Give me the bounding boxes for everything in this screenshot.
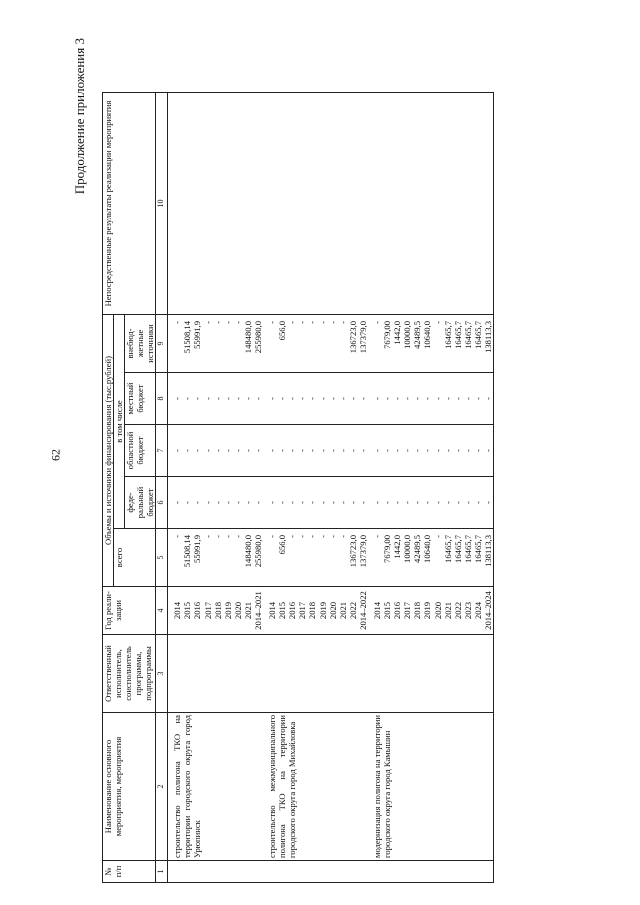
measure-name-cell <box>368 713 494 861</box>
year-value: 2014 <box>172 601 183 620</box>
local-value: - <box>277 397 288 400</box>
local-value: - <box>172 397 183 400</box>
column-number: 2 <box>156 713 168 861</box>
total-value: 656,0 <box>277 535 288 555</box>
year-value: 2018 <box>307 601 318 620</box>
local-value: - <box>412 397 423 400</box>
regional-value: - <box>372 449 383 452</box>
extrabudget-value: - <box>337 320 348 324</box>
year-value: 2019 <box>317 601 328 620</box>
federal-value: - <box>222 501 233 504</box>
extrabudget-value: - <box>317 320 328 324</box>
local-value: - <box>422 397 433 400</box>
row-number-cell <box>168 861 263 883</box>
total-cell <box>368 529 494 587</box>
local-value: - <box>222 397 233 400</box>
table-row <box>168 92 263 882</box>
federal-value: - <box>307 501 318 504</box>
measure-name: строительство межмуниципального полигона ТКО на территории городского округа город Михайловка <box>267 715 298 858</box>
header-extrabudget: внебюд-жетные источники <box>125 314 156 372</box>
local-value: - <box>182 397 193 400</box>
federal-value: - <box>192 501 203 504</box>
extrabudget-value: 16465,7 <box>462 320 473 349</box>
regional-value: - <box>182 449 193 452</box>
regional-value: - <box>232 449 243 452</box>
federal-cell <box>368 477 494 529</box>
total-value: 136723,0 <box>347 535 358 568</box>
federal-cell <box>263 477 368 529</box>
local-value: - <box>317 397 328 400</box>
local-value: - <box>357 397 368 400</box>
regional-value: - <box>347 449 358 452</box>
year-value: 2018 <box>212 601 223 620</box>
total-value: - <box>232 535 243 538</box>
federal-value: - <box>267 501 278 504</box>
year-value: 2015 <box>382 601 393 620</box>
year-value: 2019 <box>222 601 233 620</box>
year-value: 2015 <box>277 601 288 620</box>
total-value: 148480,0 <box>242 535 253 568</box>
regional-value: - <box>442 449 453 452</box>
rotated-page <box>50 38 610 883</box>
federal-value: - <box>452 501 463 504</box>
regional-value: - <box>412 449 423 452</box>
extrabudget-value: 42489,5 <box>412 320 423 349</box>
regional-value: - <box>472 449 483 452</box>
regional-value: - <box>402 449 413 452</box>
regional-value: - <box>192 449 203 452</box>
extrabudget-value: 656,0 <box>277 320 288 341</box>
total-value: - <box>287 535 298 538</box>
header-year: Год реали-зации <box>103 587 156 635</box>
year-value: 2015 <box>182 601 193 620</box>
header-num: № п/п <box>103 861 156 883</box>
federal-value: - <box>327 501 338 504</box>
year-value: 2022 <box>347 601 358 620</box>
extrabudget-value: 138113,3 <box>483 320 494 353</box>
regional-value: - <box>202 449 213 452</box>
extrabudget-value: 148480,0 <box>242 320 253 354</box>
column-number: 10 <box>156 92 168 314</box>
regional-value: - <box>307 449 318 452</box>
total-value: 16465,7 <box>452 535 463 563</box>
federal-value: - <box>182 501 193 504</box>
federal-value: - <box>357 501 368 504</box>
year-value: 2018 <box>412 601 423 620</box>
total-value: - <box>372 535 383 538</box>
federal-value: - <box>232 501 243 504</box>
local-value: - <box>267 397 278 400</box>
results-cell <box>368 92 494 314</box>
year-value: 2014 <box>372 601 383 620</box>
federal-value: - <box>402 501 413 504</box>
header-regional: областной бюджет <box>125 425 156 477</box>
column-number: 9 <box>156 314 168 372</box>
local-value: - <box>382 397 393 400</box>
local-value: - <box>472 397 483 400</box>
year-value: 2014–2021 <box>252 591 263 630</box>
federal-value: - <box>472 501 483 504</box>
regional-value: - <box>252 449 263 452</box>
local-value: - <box>232 397 243 400</box>
row-number-cell <box>368 861 494 883</box>
local-value: - <box>337 397 348 400</box>
regional-value: - <box>287 449 298 452</box>
local-value: - <box>252 397 263 400</box>
extrabudget-value: 137379,0 <box>357 320 368 354</box>
column-number: 1 <box>156 861 168 883</box>
local-value: - <box>192 397 203 400</box>
regional-value: - <box>277 449 288 452</box>
total-value: 10640,0 <box>422 535 433 563</box>
federal-value: - <box>422 501 433 504</box>
federal-value: - <box>432 501 443 504</box>
year-value: 2016 <box>392 601 403 620</box>
year-value: 2014 <box>267 601 278 620</box>
year-value: 2017 <box>402 601 413 620</box>
total-cell <box>168 529 263 587</box>
extrabudget-value: 16465,7 <box>472 320 483 349</box>
local-value: - <box>392 397 403 400</box>
federal-value: - <box>483 501 494 504</box>
local-value: - <box>452 397 463 400</box>
column-number: 5 <box>156 529 168 587</box>
total-value: 16465,7 <box>472 535 483 563</box>
table-row <box>368 92 494 882</box>
total-value: 16465,7 <box>442 535 453 563</box>
federal-value: - <box>337 501 348 504</box>
column-number: 3 <box>156 635 168 713</box>
federal-value: - <box>442 501 453 504</box>
local-value: - <box>307 397 318 400</box>
total-value: - <box>267 535 278 538</box>
regional-value: - <box>172 449 183 452</box>
federal-value: - <box>172 501 183 504</box>
local-value: - <box>442 397 453 400</box>
table-row <box>263 92 368 882</box>
federal-value: - <box>462 501 473 504</box>
year-value: 2022 <box>452 601 463 620</box>
funding-table <box>102 92 494 883</box>
local-value: - <box>483 397 494 400</box>
extrabudget-value: 255980,0 <box>252 320 263 354</box>
total-value: 255980,0 <box>252 535 263 568</box>
regional-value: - <box>267 449 278 452</box>
column-number: 8 <box>156 373 168 425</box>
extrabudget-value: - <box>327 320 338 324</box>
regional-value: - <box>452 449 463 452</box>
regional-value: - <box>222 449 233 452</box>
year-value: 2014–2022 <box>357 591 368 630</box>
year-value: 2023 <box>462 601 473 620</box>
federal-value: - <box>392 501 403 504</box>
extrabudget-value: 16465,7 <box>442 320 453 349</box>
extrabudget-cell <box>263 314 368 372</box>
year-value: 2016 <box>192 601 203 620</box>
regional-value: - <box>212 449 223 452</box>
header-funding-group: Объемы и источники финансирования (тыс.рублей) <box>103 314 114 586</box>
total-value: 16465,7 <box>462 535 473 563</box>
federal-value: - <box>277 501 288 504</box>
measure-name-cell <box>263 713 368 861</box>
extrabudget-value: 55991,9 <box>192 320 203 349</box>
header-local: местный бюджет <box>125 373 156 425</box>
federal-value: - <box>202 501 213 504</box>
year-cell <box>263 587 368 635</box>
total-value: - <box>432 535 443 538</box>
local-value: - <box>327 397 338 400</box>
measure-name: модернизация полигона на территории городского округа город Камышин <box>372 715 393 858</box>
year-value: 2017 <box>297 601 308 620</box>
regional-cell <box>368 425 494 477</box>
local-value: - <box>347 397 358 400</box>
extrabudget-value: - <box>287 320 298 324</box>
local-value: - <box>242 397 253 400</box>
year-value: 2020 <box>432 601 443 620</box>
extrabudget-value: - <box>222 320 233 324</box>
regional-value: - <box>432 449 443 452</box>
year-value: 2016 <box>287 601 298 620</box>
regional-value: - <box>483 449 494 452</box>
total-value: 55991,9 <box>192 535 203 563</box>
federal-value: - <box>287 501 298 504</box>
extrabudget-value: - <box>172 320 183 324</box>
regional-value: - <box>297 449 308 452</box>
extrabudget-value: 1442,0 <box>392 320 403 345</box>
extrabudget-value: 16465,7 <box>452 320 463 349</box>
results-cell <box>263 92 368 314</box>
extrabudget-value: 51508,14 <box>182 320 193 354</box>
local-cell <box>368 373 494 425</box>
federal-value: - <box>382 501 393 504</box>
year-value: 2017 <box>202 601 213 620</box>
extrabudget-value: - <box>212 320 223 324</box>
column-number: 6 <box>156 477 168 529</box>
extrabudget-value: - <box>432 320 443 324</box>
total-value: 137379,0 <box>357 535 368 568</box>
regional-value: - <box>337 449 348 452</box>
total-value: - <box>317 535 328 538</box>
responsible-cell <box>368 635 494 713</box>
federal-value: - <box>412 501 423 504</box>
extrabudget-value: 10640,0 <box>422 320 433 349</box>
year-value: 2020 <box>327 601 338 620</box>
local-cell <box>168 373 263 425</box>
regional-cell <box>168 425 263 477</box>
regional-value: - <box>327 449 338 452</box>
year-value: 2019 <box>422 601 433 620</box>
year-cell <box>168 587 263 635</box>
total-value: - <box>172 535 183 538</box>
local-value: - <box>297 397 308 400</box>
extrabudget-cell <box>168 314 263 372</box>
federal-value: - <box>317 501 328 504</box>
total-value: 51508,14 <box>182 535 193 568</box>
header-total: всего <box>114 529 156 587</box>
total-value: - <box>202 535 213 538</box>
extrabudget-cell <box>368 314 494 372</box>
extrabudget-value: - <box>372 320 383 324</box>
federal-value: - <box>212 501 223 504</box>
local-value: - <box>287 397 298 400</box>
regional-value: - <box>382 449 393 452</box>
regional-cell <box>263 425 368 477</box>
extrabudget-value: - <box>232 320 243 324</box>
year-value: 2024 <box>472 601 483 620</box>
results-cell <box>168 92 263 314</box>
extrabudget-value: - <box>297 320 308 324</box>
extrabudget-value: - <box>307 320 318 324</box>
year-value: 2021 <box>337 601 348 620</box>
year-value: 2021 <box>442 601 453 620</box>
local-value: - <box>462 397 473 400</box>
local-value: - <box>432 397 443 400</box>
federal-value: - <box>347 501 358 504</box>
row-number-cell <box>263 861 368 883</box>
header-name: Наименование основного мероприятия, мероприятия <box>103 713 156 861</box>
regional-value: - <box>242 449 253 452</box>
local-value: - <box>372 397 383 400</box>
federal-cell <box>168 477 263 529</box>
header-federal: феде-ральный бюджет <box>125 477 156 529</box>
total-value: - <box>222 535 233 538</box>
total-value: - <box>327 535 338 538</box>
responsible-cell <box>263 635 368 713</box>
total-value: - <box>212 535 223 538</box>
year-value: 2014–2024 <box>483 591 494 630</box>
extrabudget-value: - <box>267 320 278 324</box>
federal-value: - <box>242 501 253 504</box>
total-value: - <box>297 535 308 538</box>
page-number: 62 <box>48 449 63 461</box>
total-value: 10000,0 <box>402 535 413 563</box>
local-value: - <box>402 397 413 400</box>
header-results: Непосредственные результаты реализации мероприятия <box>103 92 156 314</box>
total-cell <box>263 529 368 587</box>
regional-value: - <box>357 449 368 452</box>
extrabudget-value: 136723,0 <box>347 320 358 354</box>
measure-name-cell <box>168 713 263 861</box>
local-value: - <box>212 397 223 400</box>
header-including: в том числе <box>114 314 125 528</box>
measure-name: строительство полигона ТКО на территории городского округа город Урюпинск <box>172 715 203 858</box>
extrabudget-value: - <box>202 320 213 324</box>
total-value: 7679,00 <box>382 535 393 563</box>
year-value: 2021 <box>242 601 253 620</box>
total-value: 138113,3 <box>483 535 494 567</box>
federal-value: - <box>252 501 263 504</box>
regional-value: - <box>392 449 403 452</box>
column-number: 7 <box>156 425 168 477</box>
total-value: - <box>337 535 348 538</box>
column-numbers-row <box>156 92 168 882</box>
extrabudget-value: 10000,0 <box>402 320 413 349</box>
appendix-title: Продолжение приложения 3 <box>72 38 87 195</box>
regional-value: - <box>317 449 328 452</box>
header-responsible: Ответственный исполнитель, соисполнитель программы, подпрограммы <box>103 635 156 713</box>
total-value: 1442,0 <box>392 535 403 559</box>
regional-value: - <box>462 449 473 452</box>
federal-value: - <box>372 501 383 504</box>
year-value: 2020 <box>232 601 243 620</box>
total-value: - <box>307 535 318 538</box>
year-cell <box>368 587 494 635</box>
local-cell <box>263 373 368 425</box>
column-number: 4 <box>156 587 168 635</box>
local-value: - <box>202 397 213 400</box>
responsible-cell <box>168 635 263 713</box>
regional-value: - <box>422 449 433 452</box>
extrabudget-value: 7679,00 <box>382 320 393 349</box>
federal-value: - <box>297 501 308 504</box>
total-value: 42489,5 <box>412 535 423 563</box>
